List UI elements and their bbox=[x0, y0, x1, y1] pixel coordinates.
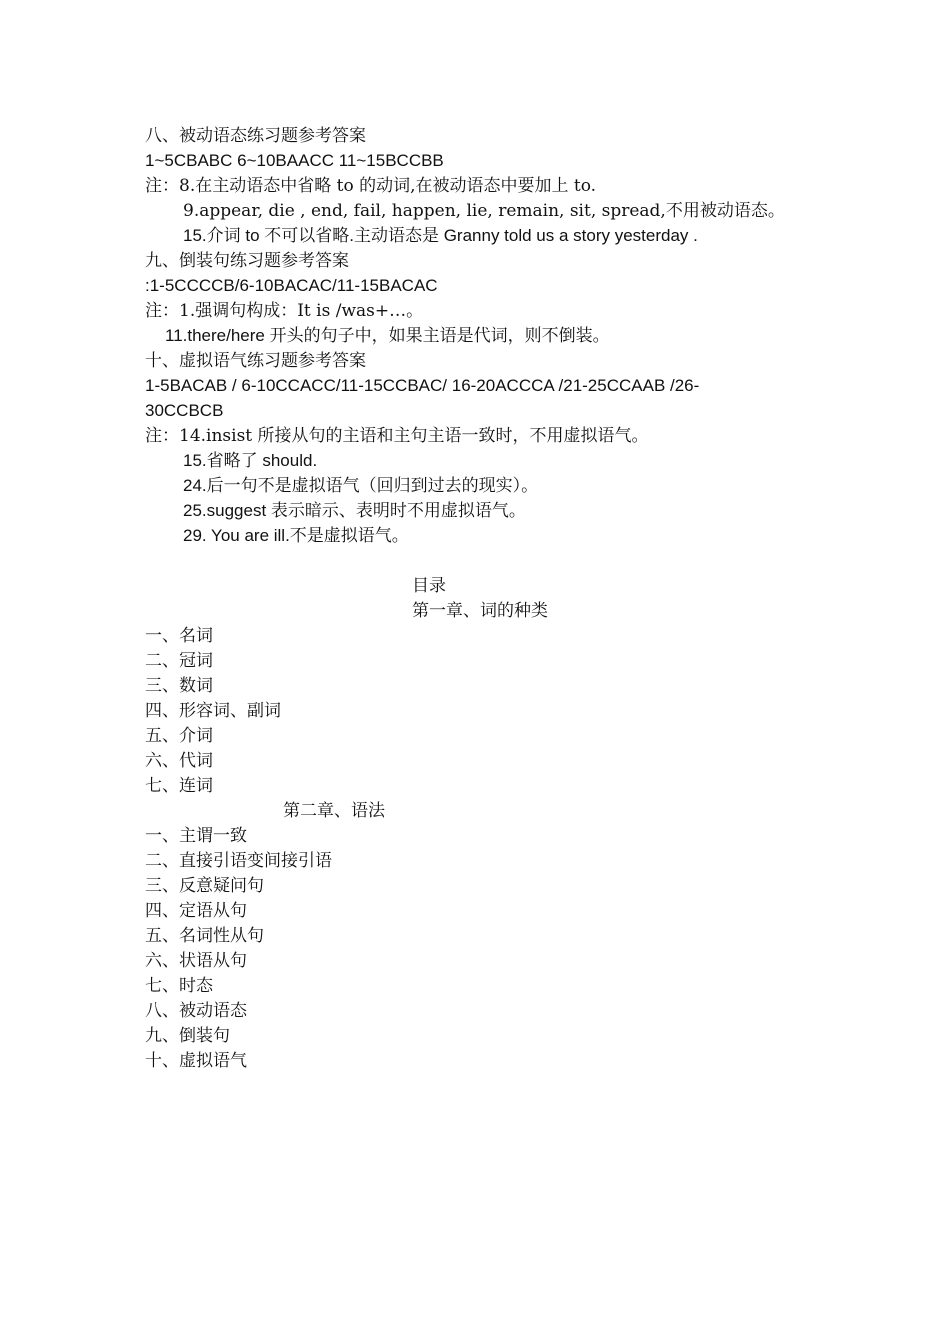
section-8-title: 八、被动语态练习题参考答案 bbox=[145, 126, 366, 146]
toc-chapter-1-item[interactable]: 一、名词 bbox=[145, 626, 213, 646]
section-10-note-29: 29. You are ill.不是虚拟语气。 bbox=[183, 526, 409, 545]
section-10-note-15: 15.省略了 should. bbox=[183, 451, 318, 470]
section-8-note-15: 15.介词 to 不可以省略.主动语态是 Granny told us a story yesterday . bbox=[183, 226, 698, 245]
toc-chapter-2-item[interactable]: 二、直接引语变间接引语 bbox=[145, 851, 332, 871]
toc-title: 目录 bbox=[412, 576, 446, 596]
section-10-answers-line-1: 1-5BACAB / 6-10CCACC/11-15CCBAC/ 16-20ACCCA /21-25CCAAB /26- bbox=[145, 376, 700, 395]
section-10-note-25: 25.suggest 表示暗示、表明时不用虚拟语气。 bbox=[183, 501, 526, 520]
toc-chapter-2-item[interactable]: 三、反意疑问句 bbox=[145, 876, 264, 896]
toc-chapter-1-item[interactable]: 六、代词 bbox=[145, 751, 213, 771]
toc-chapter-1-item[interactable]: 七、连词 bbox=[145, 776, 213, 796]
section-8-note-9: 9.appear, die , end, fail, happen, lie, remain, sit, spread,不用被动语态。 bbox=[183, 201, 785, 221]
section-9-note-11: 11.there/here 开头的句子中，如果主语是代词，则不倒装。 bbox=[165, 326, 610, 345]
section-10-answers-line-2: 30CCBCB bbox=[145, 401, 224, 420]
toc-chapter-2-item[interactable]: 九、倒装句 bbox=[145, 1026, 230, 1046]
toc-chapter-2-item[interactable]: 一、主谓一致 bbox=[145, 826, 247, 846]
toc-chapter-2-item[interactable]: 七、时态 bbox=[145, 976, 213, 996]
toc-chapter-2-title: 第二章、语法 bbox=[283, 801, 385, 821]
section-9-title: 九、倒装句练习题参考答案 bbox=[145, 251, 349, 271]
section-10-note-24: 24.后一句不是虚拟语气（回归到过去的现实）。 bbox=[183, 476, 539, 495]
toc-chapter-2-item[interactable]: 六、状语从句 bbox=[145, 951, 247, 971]
toc-chapter-1-title: 第一章、词的种类 bbox=[412, 601, 548, 621]
section-9-answers: :1-5CCCCB/6-10BACAC/11-15BACAC bbox=[145, 276, 438, 295]
toc-chapter-2-item[interactable]: 四、定语从句 bbox=[145, 901, 247, 921]
toc-chapter-1-item[interactable]: 二、冠词 bbox=[145, 651, 213, 671]
section-8-answers: 1~5CBABC 6~10BAACC 11~15BCCBB bbox=[145, 151, 444, 170]
toc-chapter-2-item[interactable]: 十、虚拟语气 bbox=[145, 1051, 247, 1071]
toc-chapter-2-item[interactable]: 五、名词性从句 bbox=[145, 926, 264, 946]
section-10-title: 十、虚拟语气练习题参考答案 bbox=[145, 351, 366, 371]
section-10-note-14: 注：14.insist 所接从句的主语和主句主语一致时，不用虚拟语气。 bbox=[145, 426, 649, 446]
toc-chapter-1-item[interactable]: 三、数词 bbox=[145, 676, 213, 696]
section-9-note-1: 注：1.强调句构成：It is /was+…。 bbox=[145, 301, 424, 321]
toc-chapter-2-item[interactable]: 八、被动语态 bbox=[145, 1001, 247, 1021]
section-8-note-8: 注：8.在主动语态中省略 to 的动词,在被动语态中要加上 to. bbox=[145, 176, 597, 196]
toc-chapter-1-item[interactable]: 五、介词 bbox=[145, 726, 213, 746]
toc-chapter-1-item[interactable]: 四、形容词、副词 bbox=[145, 701, 281, 721]
